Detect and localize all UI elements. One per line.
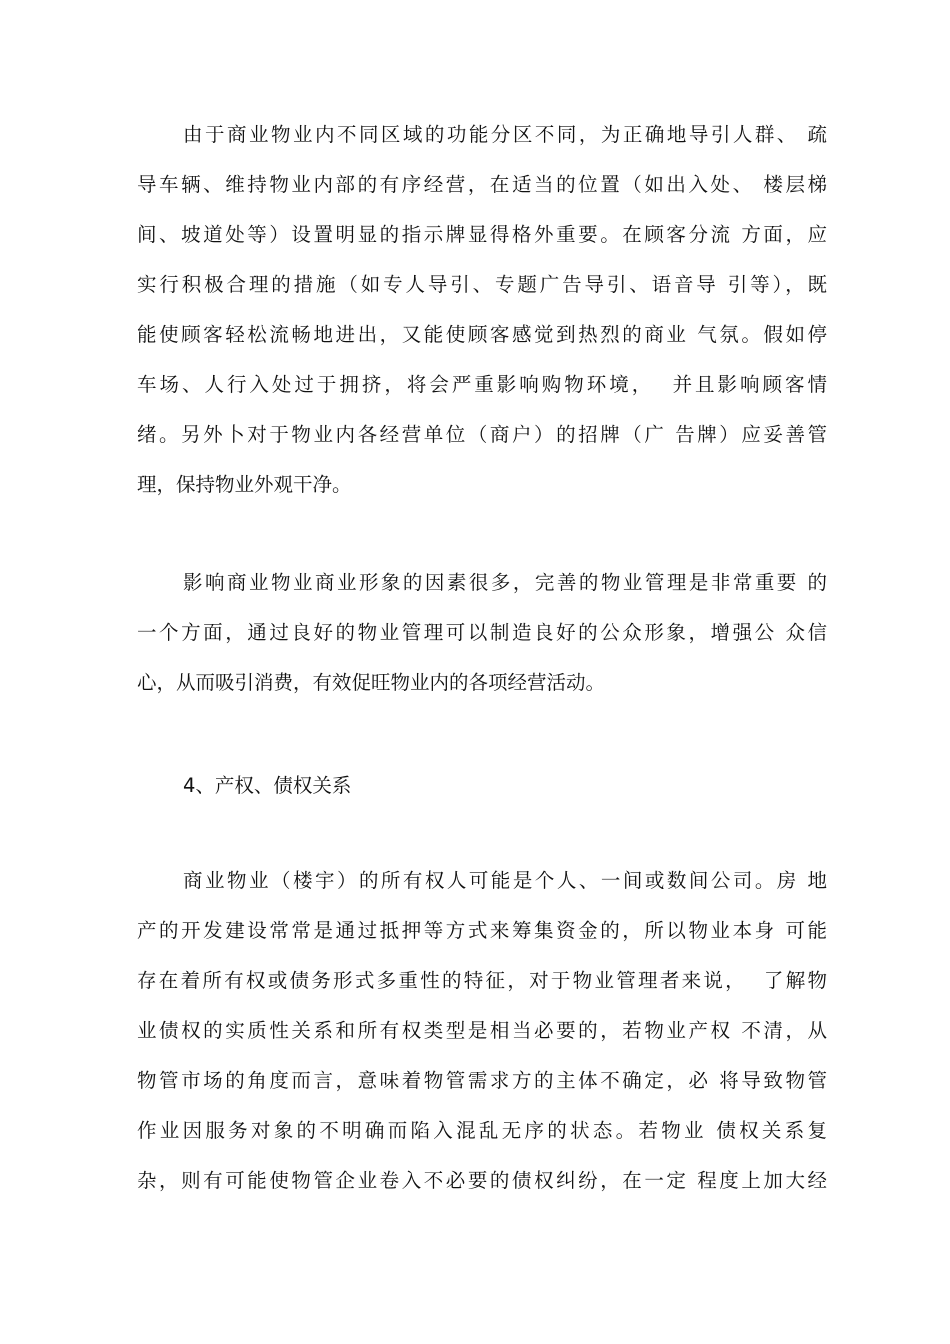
paragraph-line: 影响商业物业商业形象的因素很多，完善的物业管理是非常重要 的 [183, 571, 827, 594]
paragraph-line: 商业物业（楼宇）的所有权人可能是个人、一间或数间公司。房 地 [183, 869, 827, 892]
paragraph-line: 绪。另外卜对于物业内各经营单位（商户）的招牌（广 告牌）应妥善管 [137, 423, 827, 446]
paragraph-line: 导车辆、维持物业内部的有序经营，在适当的位置（如出入处、 楼层梯 [137, 173, 827, 196]
paragraph-line: 物管市场的角度而言，意味着物管需求方的主体不确定，必 将导致物管 [137, 1069, 827, 1092]
paragraph-line: 存在着所有权或债务形式多重性的特征，对于物业管理者来说， 了解物 [137, 969, 827, 992]
paragraph-line: 心，从而吸引消费，有效促旺物业内的各项经营活动。 [137, 671, 606, 694]
paragraph-line: 车场、人行入处过于拥挤，将会严重影响购物环境， 并且影响顾客情 [137, 373, 827, 396]
paragraph-line: 理，保持物业外观干净。 [137, 473, 352, 496]
paragraph-line: 由于商业物业内不同区域的功能分区不同，为正确地导引人群、 疏 [183, 123, 827, 146]
paragraph-line: 杂，则有可能使物管企业卷入不必要的债权纠纷，在一定 程度上加大经 [137, 1169, 827, 1192]
paragraph-line: 间、坡道处等）设置明显的指示牌显得格外重要。在顾客分流 方面，应 [137, 223, 827, 246]
paragraph-line: 产的开发建设常常是通过抵押等方式来筹集资金的，所以物业本身 可能 [137, 919, 827, 942]
section-heading: 4、产权、债权关系 [183, 774, 352, 797]
paragraph-line: 作业因服务对象的不明确而陷入混乱无序的状态。若物业 债权关系复 [137, 1119, 827, 1142]
paragraph-line: 能使顾客轻松流畅地进出，又能使顾客感觉到热烈的商业 气氛。假如停 [137, 323, 827, 346]
paragraph-line: 业债权的实质性关系和所有权类型是相当必要的，若物业产权 不清，从 [137, 1019, 827, 1042]
paragraph-line: 实行积极合理的措施（如专人导引、专题广告导引、语音导 引等），既 [137, 273, 827, 296]
paragraph-line: 一个方面，通过良好的物业管理可以制造良好的公众形象，增强公 众信 [137, 621, 827, 644]
